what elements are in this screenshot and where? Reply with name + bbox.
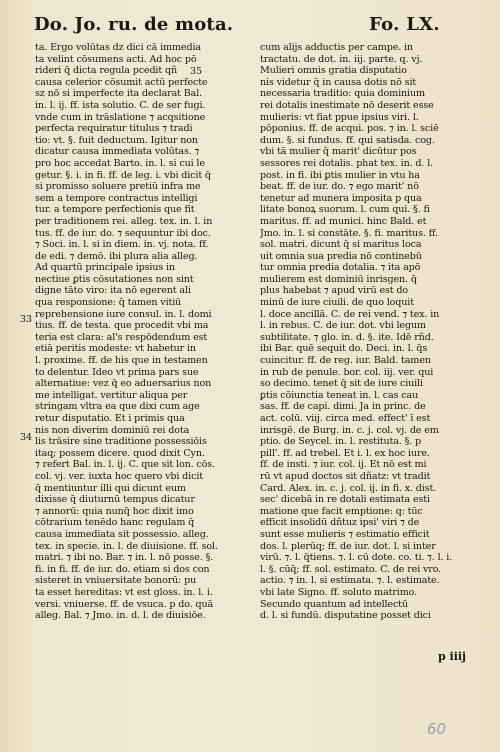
text-line: act. colū. viij. circa med. effect' ī est [260,413,431,424]
text-line: cum alijs adductis per campe. in [260,42,413,53]
text-line: sas. ff. de capi. dimi. Ja in princ. de [260,401,426,413]
text-line: inrisgē. de Burg. in. c. j. col. vj. de em [260,424,439,436]
text-line: Secundo quantum ad intellectū [260,598,408,610]
text-line: rideri q̄ dicta regula pcedit qñ [35,65,177,77]
text-line: sem a tempore contractus intelligi [35,192,198,204]
text-line: matri. ⁊ ibi no. Bar. ⁊ in. l. nō posse. §. [35,552,214,564]
text-line: uit omnia sua predia nō continebū [260,250,422,262]
text-line: retur disputatio. Et i primis qua [35,413,185,424]
text-line: sunt esse mulieris ⁊ estimatio efficit [260,528,430,540]
text-line: sisteret in vniuersitate bonorū: pu [35,575,197,587]
header-title: Do. Jo. ru. de mota. [34,14,234,35]
text-line: tex. in specie. in. l. de diuisione. ff. sol. [35,540,218,552]
text-line: si promisso soluere pretiū infra me [35,181,201,193]
text-line: sz nō si imperfecte ita declarat Bal. [35,88,203,100]
text-line: l. doce ancillā. C. de rei vend. ⁊ tex. in [260,308,440,320]
text-line: cōtrarium tenēdo hanc regulam q̄ [35,517,195,529]
text-line: qua responsione: q̄ tamen vitiū [35,297,182,309]
text-line: maritus. ff. ad munici. hinc Bald. et [260,215,427,227]
text-line: virū. ⁊. l. q̄tiens. ⁊. l. cū dote. co. ti. ⁊. l. i. [260,552,453,564]
text-line: ibi Bar. quē sequit do. Deci. in. l. q̄s [260,343,428,355]
text-line: ptio. de Seycel. in. l. restituta. §. p [260,436,422,448]
text-line: vnde cum in trāslatione ⁊ acqsitione [35,111,206,123]
text-line: Card. Alex. in. c. j. col. ij. in fi. x. dist. [260,482,437,494]
text-line: causa celerior cōsumit actū perfecte [35,76,208,88]
text-line: col. vj. ver. iuxta hoc quero vbi dicit [35,470,203,482]
text-line: versi. vniuerse. ff. de vsuca. p do. quā [35,598,214,610]
text-line: mulierem est dominiū inrisgen. q̄ [260,273,417,285]
text-line: alternatiue: vez q̄ eo aduersarius non [35,378,212,390]
text-line: rei dotalis inestimate nō deserit esse [260,99,434,111]
margin-number: 33 [20,314,33,325]
running-header [34,14,458,40]
text-line: stringam vltra ea que dixi cum age [35,401,200,413]
text-line: matione que facit emptione: q: tūc [260,505,423,517]
folio-number: Fo. LX. [368,14,440,35]
text-line: dicatur causa immediata volūtas. ⁊ [35,146,200,158]
text-line: vbi tā mulier q̄ marit' dicūtur pos [260,146,417,158]
text-line: d. l. si fundū. disputatine posset dici [260,610,431,622]
text-line: nis videtur q̄ in causa dotis nō sit [260,76,417,88]
text-line: so decimo. tenet q̄ sit de iure ciuili [260,378,423,390]
text-line: getur. §. i. in fi. ff. de leg. i. vbi dicit q̄ [35,169,211,181]
text-line: l. proxime. ff. de his que in testamen [35,355,208,367]
text-line: dos. l. plerūq; ff. de iur. dot. l. si inter [260,540,436,552]
text-line: actio. ⁊ in. l. si estimata. ⁊. l. estimate. [260,575,440,587]
text-line: tur omnia predia dotalia. ⁊ ita apō [260,262,421,274]
text-line: tractatu. de dot. in. iij. parte. q. vj. [260,53,423,65]
signature-mark: p iiij [438,650,467,663]
margin-number: 35 [190,66,203,77]
text-line: ⁊ annorū: quia nunq̄ hoc dixit imo [35,505,194,517]
text-line: l. in rebus. C. de iur. dot. vbi legum [260,320,426,332]
text-line: perfecta requiratur titulus ⁊ tradi [35,123,193,135]
text-line: per traditionem rei. alleg. tex. in. l. in [35,215,213,227]
text-line: sessores rei dotalis. phat tex. in. d. l. [260,157,434,169]
text-column-right [260,42,456,622]
text-line: fi. in fi. ff. de iur. do. etiam si dos con [35,563,210,575]
text-column-left [35,42,231,622]
text-line: subtilitate. ⁊ glo. in. d. §. ite. Idē rñd. [260,331,434,343]
margin-number: 34 [20,432,33,443]
text-line: nis non diverim dominiū rei dota [35,424,190,436]
text-line: me intelligat. vertitur aliqua per [35,389,188,401]
text-line: sol. matri. dicunt q̄ si maritus loca [260,239,422,251]
text-line: cuincitur. ff. de reg. iur. Bald. tamen [260,355,431,367]
text-line: ff. de insti. ⁊ iur. col. ij. Et nō est mi [260,459,427,471]
text-line: teria est clara: al's respōdendum est [35,331,208,343]
text-line: reprehensione iure consul. in. l. domi [35,308,212,320]
text-line: ta esset hereditas: vt est gloss. in. l. i. [35,586,213,598]
text-line: Ad quartū principale ipsius in [35,262,176,274]
text-line: ⁊ Soci. in. l. si in diem. in. vj. nota. ff. [35,239,209,251]
text-line: minū de iure ciuili. de quo loquit [260,297,414,309]
text-line: digne tāto viro: ita nō egerent ali [35,285,191,297]
text-line: mulieris: vt fiat ppue ipsius viri. l. [260,111,419,123]
text-line: etiā peritis modeste: vt habetur in [35,343,196,355]
text-line: ta velint cōsumens acti. Ad hoc pō [35,53,197,65]
text-line: Jmo. in. l. si constāte. §. fi. maritus. ff. [260,227,439,239]
text-line: ⁊ refert Bal. in. l. ij. C. que sit lon. cōs. [35,459,215,471]
text-line: litate bonoꝝ suorum. l. cum qui. §. fi [260,204,430,216]
text-line: tius. ff. de testa. que procedit vbi ma [35,320,209,332]
text-line: rū vt apud doctos sit dñatz: vt tradit [260,470,431,482]
text-line: to delentur. Ideo vt prima pars sue [35,366,199,378]
text-line: pill'. ff. ad trebel. Et i. l. ex hoc iure. [260,447,430,459]
text-line: dum. §. si fundus. ff. qui satisda. cog. [260,134,435,146]
text-line: ꝑtis cōiunctia teneat in. l. cas cau [260,389,419,401]
text-line: ta. Ergo volūtas dz dici cā immedia [35,42,201,53]
text-line: beat. ff. de iur. do. ⁊ ego marit' nō [260,181,419,193]
text-line: alleg. Bal. ⁊ Jmo. in. d. l. de diuisiōe. [35,610,206,622]
text-line: dixisse q̄ diuturnū tempus dicatur [35,494,195,506]
text-line: tenetur ad munera imposita p qua [260,192,422,204]
text-line: causa immediata sit possessio. alleg. [35,528,209,540]
text-line: in. l. ij. ff. ista solutio. C. de ser fugi. [35,99,206,111]
text-line: l. §. cūq̄; ff. sol. estimato. C. de rei vro. [260,563,442,575]
text-line: tur. a tempore perfectionis que fit [35,204,195,216]
text-line: Mulieri omnis gratia disputatio [260,65,407,77]
text-line: de edi. ⁊ demō. ibi plura alia alleg. [35,250,198,262]
text-line: in rub de penule. bor. col. iij. ver. qui [260,366,434,378]
text-line: sec' dicebā in re dotali estimata esti [260,494,430,506]
text-line: post. in fi. ibi ꝑtis mulier in vtu ha [260,169,420,181]
text-line: tus. ff. de iur. do. ⁊ sequuntur ibi doc. [35,227,211,239]
text-line: pro hoc accedat Barto. in. l. si cui le [35,157,205,169]
text-line: plus habebat ⁊ apud virū est do [260,285,408,297]
text-line: q̄ mentiuntur illi qui dicunt eum [35,482,186,494]
text-line: pōponius. ff. de acqui. pos. ⁊ in. l. sciē [260,123,439,135]
text-line: efficit insolidū dñtuz ipsi' viri ⁊ de [260,517,420,529]
text-line: nectiue ꝑtis cōsutationes non sint [35,273,194,285]
text-line: tio: vt. §. fuit deductum. Igitur non [35,134,198,146]
text-line: lis trāsire sine traditione possessiōis [35,436,207,448]
pencil-folio-number: 60 [427,720,447,738]
text-line: vbi late Signo. ff. soluto matrimo. [260,586,418,598]
text-line: necessaria traditio: quia dominium [260,88,425,100]
text-line: itaq; possem dicere. quod dixit Cyn. [35,447,205,459]
